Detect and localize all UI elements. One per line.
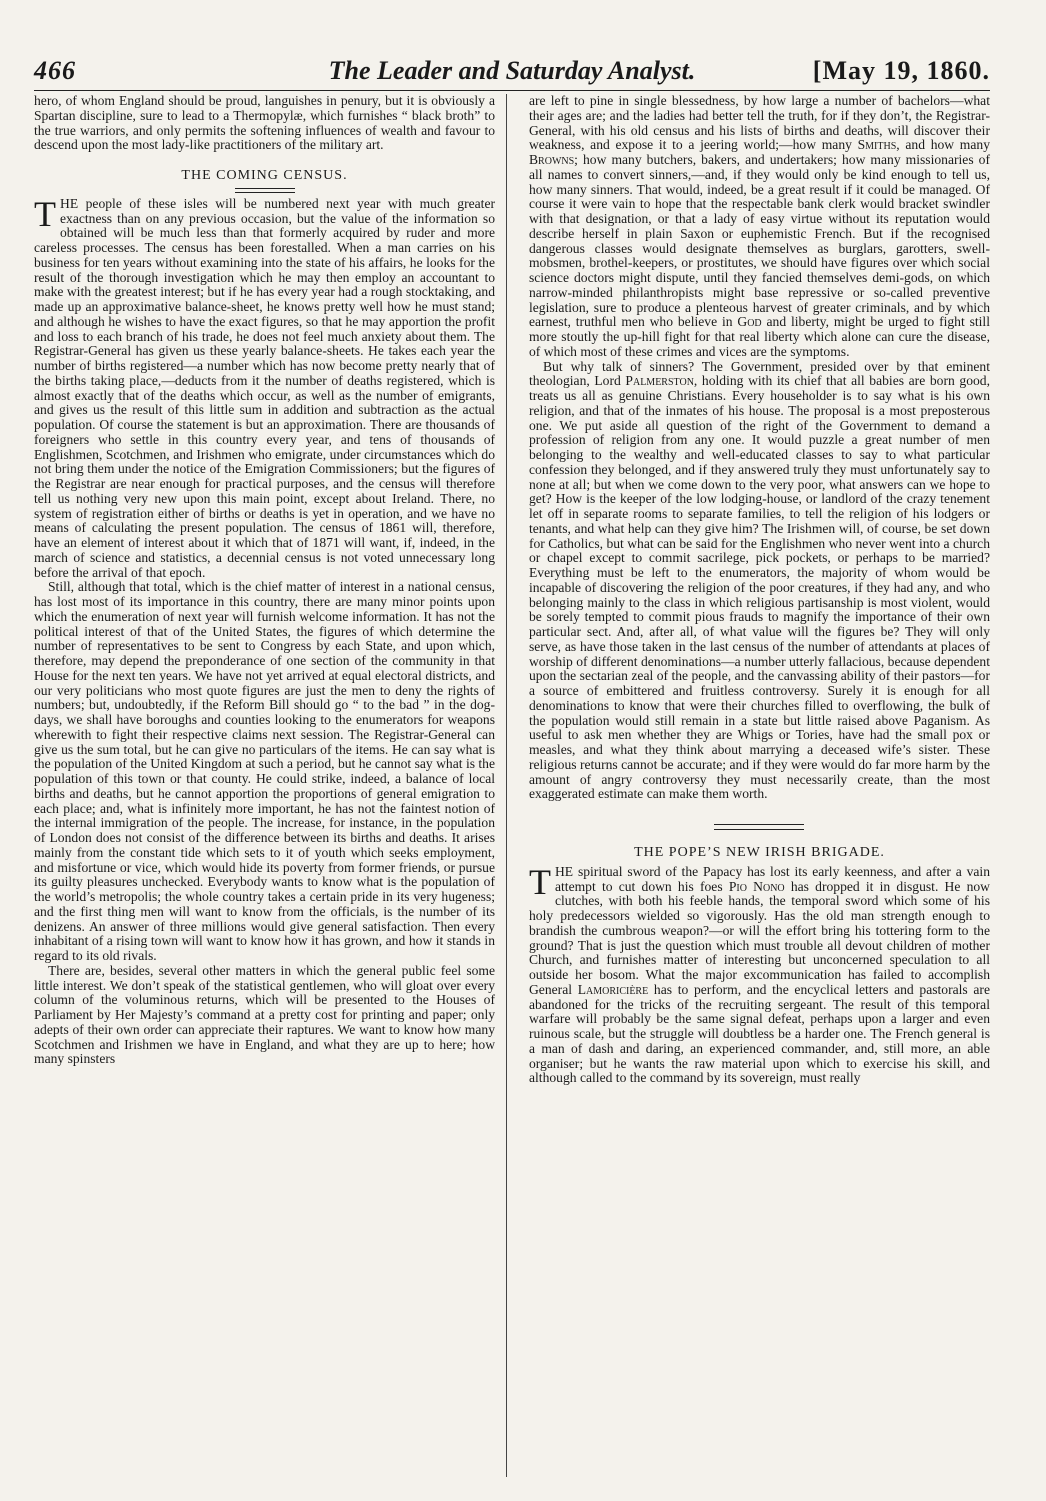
issue-date: [May 19, 1860. xyxy=(812,56,990,85)
text-run: are left to pine in single blessedness, by how large a number of bachelors—what their ages are; and the ladies had better tell the truth, for if they don’t, the Registrar-General, with his old census and his lists of births and deaths, will discover their weakness, and expose it to a jeering world;—how many xyxy=(528,93,990,153)
page-number: 466 xyxy=(34,56,76,85)
text-run: , and how many xyxy=(896,137,990,153)
text-run: ; how many butchers, bakers, and undertakers; how many missionaries of all names to convert sinners,—and, if they would only be kind enough to tell us, how many sinners. That would, indeed, be a great result if it could be managed. Of course it were vain to hope that the respectable bank clerk would bracket swindler with that designation, or that a lady of easy virtue without its reputation would describe herself in plain Saxon or euphemistic French. But if the recognised dangerous classes would designate themselves as burglars, garotters, swell-mobsmen, brothel-keepers, or prostitutes, we should have figures over which social science doctors might dispute, until they fancied themselves demi-gods, on which narrow-minded philanthropists might base repressive or so-called preventive legislation, sure to produce a plenteous harvest of greater criminals, and by which earnest, truthful men who believe in xyxy=(528,152,990,330)
left-column xyxy=(34,94,495,1477)
text-run: But why talk of sinners? The Government, presided over by that eminent theologian, Lord xyxy=(528,358,990,389)
column-divider xyxy=(506,94,507,1477)
small-caps-name: God xyxy=(737,314,762,330)
article-heading-brigade: THE POPE’S NEW IRISH BRIGADE. xyxy=(634,845,885,860)
right-column xyxy=(529,94,990,1477)
census-paragraph-3: There are, besides, several other matters in which the general public feel some little interest. We don’t speak of the statistical gentlemen, who will gloat over every column of the voluminous returns, which will be presented to the Houses of Parliament by Her Majesty’s command at a pretty cost for printing and paper; only adepts of their own order can appreciate their raptures. We want to know how many Scotchmen and Irishmen we have in England, and what they are up to here; how many spinsters xyxy=(34,962,496,1067)
text-run: has to perform, and the encyclical letters and pastorals are abandoned for the tricks of the recruiting sergeant. The result of this temporal warfare will probably be the same signal defeat, perhaps upon a larger and even ruinous scale, but the struggle will doubtless be a harder one. The French general is a man of dash and daring, an experienced commander, and, still more, an able organiser; but he wants the raw material upon which to exercise his skill, and although called to the command by its sovereign, must really xyxy=(528,981,990,1086)
census-paragraph-1 xyxy=(34,193,496,581)
text-run: , holding with its chief that all babies are born good, treats us all as genuine Christians. Every householder is to say what is his own religion, and that of the inmates of his house. The proposal is a most preposterous one. We put aside all question of the right of the Government to demand a profession of religion from any one. It would puzzle a great number of men belonging to the wealthy and well-educated classes to say to what particular confession they belonged, and if they answered truly they must unfortunately say to none at all; but when we come down to the very poor, what answers can we hope to get? How is the keeper of the low lodging-house, or landlord of the crazy tenement let off in separate rooms to separate families, to tell the religion of his lodgers or tenants, and what help can they give him? The Irishmen will, of course, be set down for Catholics, but what can be said for the Englishmen who never went into a church or chapel except to commit sacrilege, pick pockets, or perhaps to be married? Everything must be left to the enumerators, the majority of whom would be incapable of discovering the religion of the poor creatures, if they had any, and who belonging mainly to the class in which religious partisanship is most violent, would be sorely tempted to commit pious frauds to magnify the importance of their own particular sect. And, after all, of what value will the figures be? They will only serve, as have those taken in the last census of the number of attendants at places of worship of different denominations—a number utterly fallacious, because dependent upon the sectarian zeal of the people, and the canvassing ability of their pastors—for a source of embittered and fruitless controversy. Surely it is enough for all denominations to know that were their churches filled to overflowing, the bulk of the population would still remain in a state but little raised above Paganism. As useful to ask men whether they are Whigs or Tories, have had the small pox or measles, and what they think about marrying a deceased wife’s sister. These religious returns cannot be accurate; and if they were would do far more harm by the amount of angry controversy they must necessarily create, than the most exaggerated estimate can make them worth. xyxy=(528,373,990,802)
small-caps-name: Pio Nono xyxy=(728,878,785,894)
text-run: and liberty, might be urged to fight still more stoutly the up-hill fight for that real liberty which alone can cure the disease, of which most of these crimes and vices are the symptoms. xyxy=(528,314,990,359)
article-heading-census: THE COMING CENSUS. xyxy=(181,168,348,183)
masthead xyxy=(34,54,990,91)
small-caps-name: Smiths xyxy=(857,137,897,153)
small-caps-name: Palmerston xyxy=(625,373,694,389)
small-caps-name: Lamoricière xyxy=(577,981,649,997)
census-paragraph-4 xyxy=(529,94,990,360)
drop-cap: T xyxy=(528,861,551,902)
publication-title: The Leader and Saturday Analyst. xyxy=(328,56,696,85)
census-paragraph-1-text: HE people of these isles will be numbered next year with much greater exactness than on any previous occasion, but the value of the information so obtained will be much less than that formerly acquired by ruder and more careless processes. The census has been forestalled. When a man carries on his business for ten years without examining into the state of his affairs, he looks for the result of the thorough investigation which he may then employ an accountant to make with the greatest interest; but if he has every year had a rough stocktaking, and made up an approximative balance-sheet, he knows pretty well how he must stand; and although he wishes to have the exact figures, so that he may apportion the profit and loss to each branch of his trade, he does not feel much anxiety about them. The Registrar-General has given us these yearly balance-sheets. He takes each year the number of births registered—a number which has now become pretty nearly that of the births taking place,—deducts from it the number of deaths registered, which is almost exactly that of the deaths which occur, as well as the number of emigrants, and gives us the result of this little sum in addition and subtraction as the actual population. Of course the statement is but an approximation. There are thousands of foreigners who settle in this country every year, and tens of thousands of Englishmen, Scotchmen, and Irishmen who emigrate, under circumstances which do not bring them under the notice of the Emigration Commissioners; but the figures of the Registrar are near enough for practical purposes, and the census will therefore tell us nothing very new upon this main point, except about Ireland. There, no system of registration either of births or deaths is yet in operation, and we have no means of calculating the present population. The census of 1861 will, therefore, have an element of interest about it which that of 1871 will want, if, indeed, in the march of science and statistics, a decennial census is not voted unnecessary long before the arrival of that epoch. xyxy=(34,195,496,580)
section-rule xyxy=(714,824,804,830)
text-run: HE spiritual sword of the Papacy has lost its early keenness, and after a vain attempt to cut down his foes xyxy=(554,863,990,894)
drop-cap: T xyxy=(34,193,56,234)
continued-paragraph: hero, of whom England should be proud, languishes in penury, but it is obviously a Spartan discipline, sure to lead to a Thermopylæ, which furnishes “ black broth” to the true warriors, and only permits the softening influences of wealth and favour to descend upon the most lady-like practitioners of the military art. xyxy=(34,93,496,153)
small-caps-name: Browns xyxy=(528,152,575,167)
census-paragraph-2: Still, although that total, which is the chief matter of interest in a national census, has lost most of its importance in this country, there are many minor points upon which the enumeration of next year will furnish welcome information. It has not the political interest of that of the United States, the figures of which determine the number of representatives to be sent to Congress by each State, and upon which, therefore, may depend the preponderance of one section of the community in that House for the next ten years. We have not yet arrived at equal electoral districts, and our very politicians who most quote figures are just the men to deny the rights of numbers; but, undoubtedly, if the Reform Bill should go “ to the bad ” in the dog-days, we shall have boroughs and counties looking to the enumerators for weapons wherewith to fight their respective claims next session. The Registrar-General can give us the sum total, but he can give no particulars of the items. He can say what is the population of the United Kingdom at such a period, but he cannot say what is the population of this town or that county. He could strike, indeed, a balance of local births and deaths, but he cannot apportion the proportions of general emigration to each place; and, what is infinitely more important, he has not the faintest notion of the internal immigration of the people. The increase, for instance, in the population of London does not consist of the difference between its births and deaths. It arises mainly from the constant tide which sets to it of youth which seeks employment, and misfortune or vice, which would hide its poverty from former friends, or pursue its guilty pleasures unchecked. Everybody wants to know what is the population of the world’s metropolis; the whole country takes a certain pride in its very hugeness; and the first thing men will want to know from the officials, is the number of its denizens. An answer of three millions would give general satisfaction. Then every inhabitant of a rising town will want to know how it has grown, and how it stands in regard to its old rivals. xyxy=(34,579,496,963)
brigade-paragraph-1 xyxy=(528,861,990,1086)
heading-rule xyxy=(235,188,295,193)
census-paragraph-5 xyxy=(529,360,990,803)
text-columns xyxy=(34,94,990,1477)
text-run: has dropped it in disgust. He now clutches, with both his feeble hands, the temporal sword which some of his holy predecessors wielded so vigorously. Has the old man strength enough to brandish the cumbrous weapon?—or will the effort bring his tottering form to the ground? That is just the question which must trouble all devout children of mother Church, and furnishes matter of interesting but unconcerned speculation to all outside her bosom. What the major excommunication has failed to accomplish General xyxy=(528,878,990,997)
